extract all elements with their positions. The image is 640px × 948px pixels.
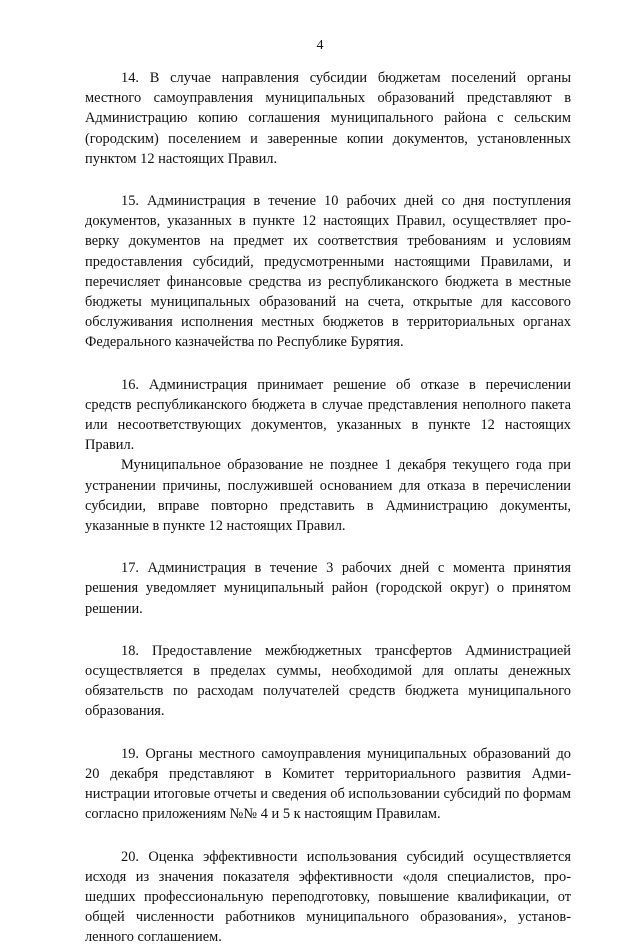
- paragraph-20: 20. Оценка эффективности использования субсидий осуществляется исходя из значения показателя эффективности «доля специалистов, прошедших профессиональную переподготовку, повышение квалификации, от общей численности работников муниципального образования», установленного соглашением.: [85, 848, 571, 946]
- paragraph-18: 18. Предоставление межбюджетных трансфертов Администрацией осуществляется в пределах суммы, необходимой для оплаты денежных обязательств по расходам получателей средств бюджета муниципального образования.: [85, 642, 571, 720]
- paragraph-16-continuation: Муниципальное образование не позднее 1 декабря текущего года при устранении причины, послужившей основанием для отказа в перечислении субсидии, вправе повторно представить в Администрацию документы, указанные в пункте 12 настоящих Правил.: [85, 457, 571, 535]
- document-body: [85, 68, 571, 948]
- paragraph-16: 16. Администрация принимает решение об отказе в перечислении средств республиканского бюджета в случае представления неполного пакета или несоответствующих документов, указанных в пункте 12 настоящих Правил.: [85, 376, 571, 454]
- paragraph-14: 14. В случае направления субсидии бюджетам поселений органы местного самоуправления муниципальных образований представляют в Администрацию копию соглашения муниципального района с сельским (городским) поселением и заверенные копии документов, установленных пунктом 12 настоящих Правил.: [85, 70, 571, 167]
- page-number: 4: [316, 38, 324, 53]
- paragraph-15: 15. Администрация в течение 10 рабочих дней со дня поступления документов, указанных в пункте 12 настоящих Правил, осуществляет проверку документов на предмет их соответствия требованиям и условиям предоставления субсидий, предусмотренными настоящими Правилами, и перечисляет финансовые средства из республиканского бюджета в местные бюджеты муниципальных образований на счета, открытые для кассового обслуживания исполнения местных бюджетов в территориальных органах Федерального казначейства по Республике Бурятия.: [85, 193, 571, 351]
- paragraph-17: 17. Администрация в течение 3 рабочих дней с момента принятия решения уведомляет муниципальный район (городской округ) о принятом решении.: [85, 560, 571, 617]
- paragraph-19: 19. Органы местного самоуправления муниципальных образований до 20 декабря представляют в Комитет территориального развития Администрации итоговые отчеты и сведения об использовании субсидий по формам согласно приложениям №№ 4 и 5 к настоящим Правилам.: [85, 745, 571, 823]
